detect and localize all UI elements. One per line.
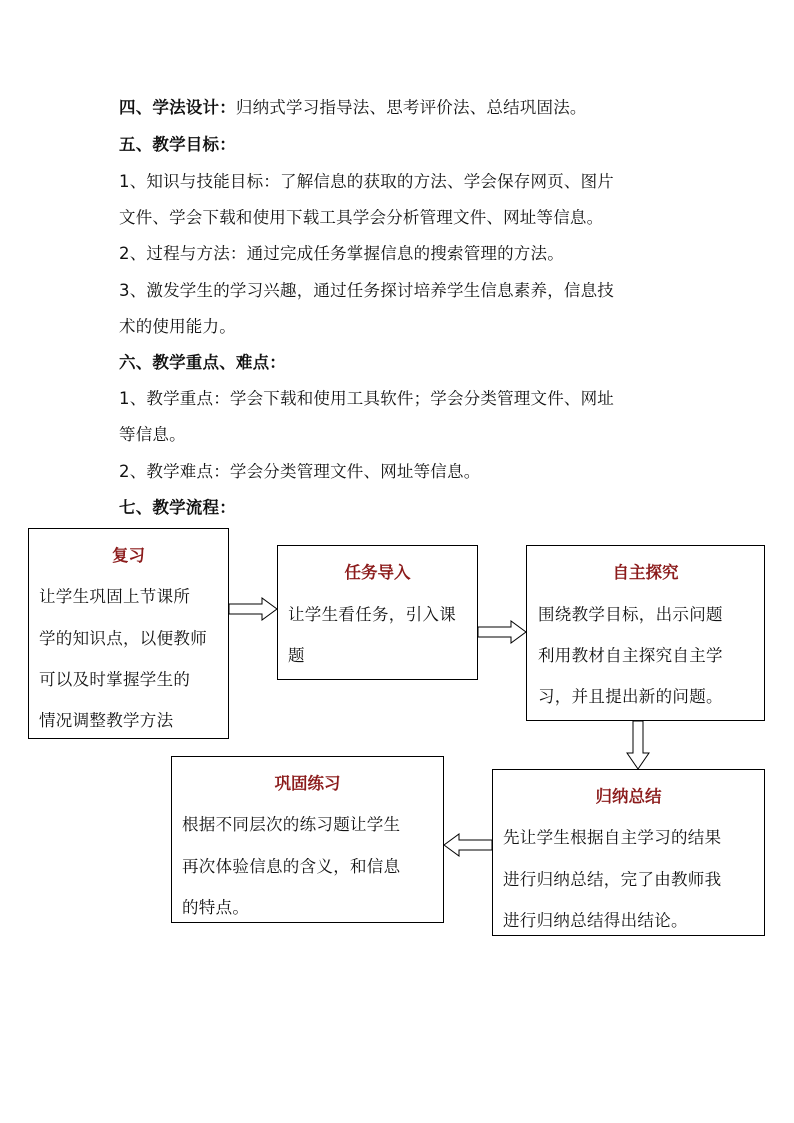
flow-box-explore-line-1: 围绕教学目标，出示问题 — [538, 605, 723, 624]
arrow-review-to-task — [229, 598, 277, 620]
section-5-item-3-line-1: 3、激发学生的学习兴趣，通过任务探讨培养学生信息素养，信息技 — [119, 281, 614, 300]
flow-box-explore-line-2: 利用教材自主探究自主学 — [538, 646, 723, 665]
flow-box-explore-line-3: 习，并且提出新的问题。 — [538, 687, 723, 706]
section-6-item-1-line-1: 1、教学重点：学会下载和使用工具软件；学会分类管理文件、网址 — [119, 389, 614, 408]
arrow-task-to-explore — [478, 621, 526, 643]
section-5-item-3-line-2: 术的使用能力。 — [119, 317, 236, 336]
flow-box-review-line-1: 让学生巩固上节课所 — [39, 587, 191, 606]
section-6-item-2: 2、教学难点：学会分类管理文件、网址等信息。 — [119, 462, 481, 481]
flow-box-review-title: 复习 — [112, 546, 145, 565]
section-7-heading: 七、教学流程： — [119, 498, 236, 517]
arrow-explore-to-summary — [627, 721, 649, 769]
flow-box-practice-line-3: 的特点。 — [182, 898, 250, 917]
flow-box-task-title: 任务导入 — [344, 563, 411, 582]
section-5-item-2: 2、过程与方法：通过完成任务掌握信息的搜索管理的方法。 — [119, 244, 564, 263]
flow-box-summary-line-3: 进行归纳总结得出结论。 — [503, 911, 688, 930]
flow-box-review-line-4: 情况调整教学方法 — [39, 711, 174, 730]
flow-box-review-line-3: 可以及时掌握学生的 — [39, 670, 191, 689]
arrow-summary-to-practice — [444, 834, 492, 856]
section-5-item-1-line-1: 1、知识与技能目标：了解信息的获取的方法、学会保存网页、图片 — [119, 172, 614, 191]
flow-box-review-line-2: 学的知识点，以便教师 — [39, 629, 207, 648]
section-6-heading: 六、教学重点、难点： — [119, 353, 286, 372]
section-4-heading: 四、学法设计： — [119, 98, 236, 117]
flow-box-practice-line-1: 根据不同层次的练习题让学生 — [182, 815, 401, 834]
section-5-heading: 五、教学目标： — [119, 135, 236, 154]
flow-box-summary-line-1: 先让学生根据自主学习的结果 — [503, 828, 722, 847]
flow-box-summary-title: 归纳总结 — [595, 787, 662, 806]
flow-box-explore-title: 自主探究 — [612, 563, 679, 582]
section-5-item-1-line-2: 文件、学会下载和使用下载工具学会分析管理文件、网址等信息。 — [119, 208, 604, 227]
section-4-text: 归纳式学习指导法、思考评价法、总结巩固法。 — [235, 98, 587, 117]
flow-box-practice-title: 巩固练习 — [274, 774, 341, 793]
flow-box-task-line-1: 让学生看任务，引入课 — [288, 605, 456, 624]
flow-box-task-line-2: 题 — [288, 646, 305, 665]
section-6-item-1-line-2: 等信息。 — [119, 425, 186, 444]
flow-box-summary-line-2: 进行归纳总结，完了由教师我 — [503, 870, 722, 889]
flow-box-practice-line-2: 再次体验信息的含义，和信息 — [182, 857, 401, 876]
